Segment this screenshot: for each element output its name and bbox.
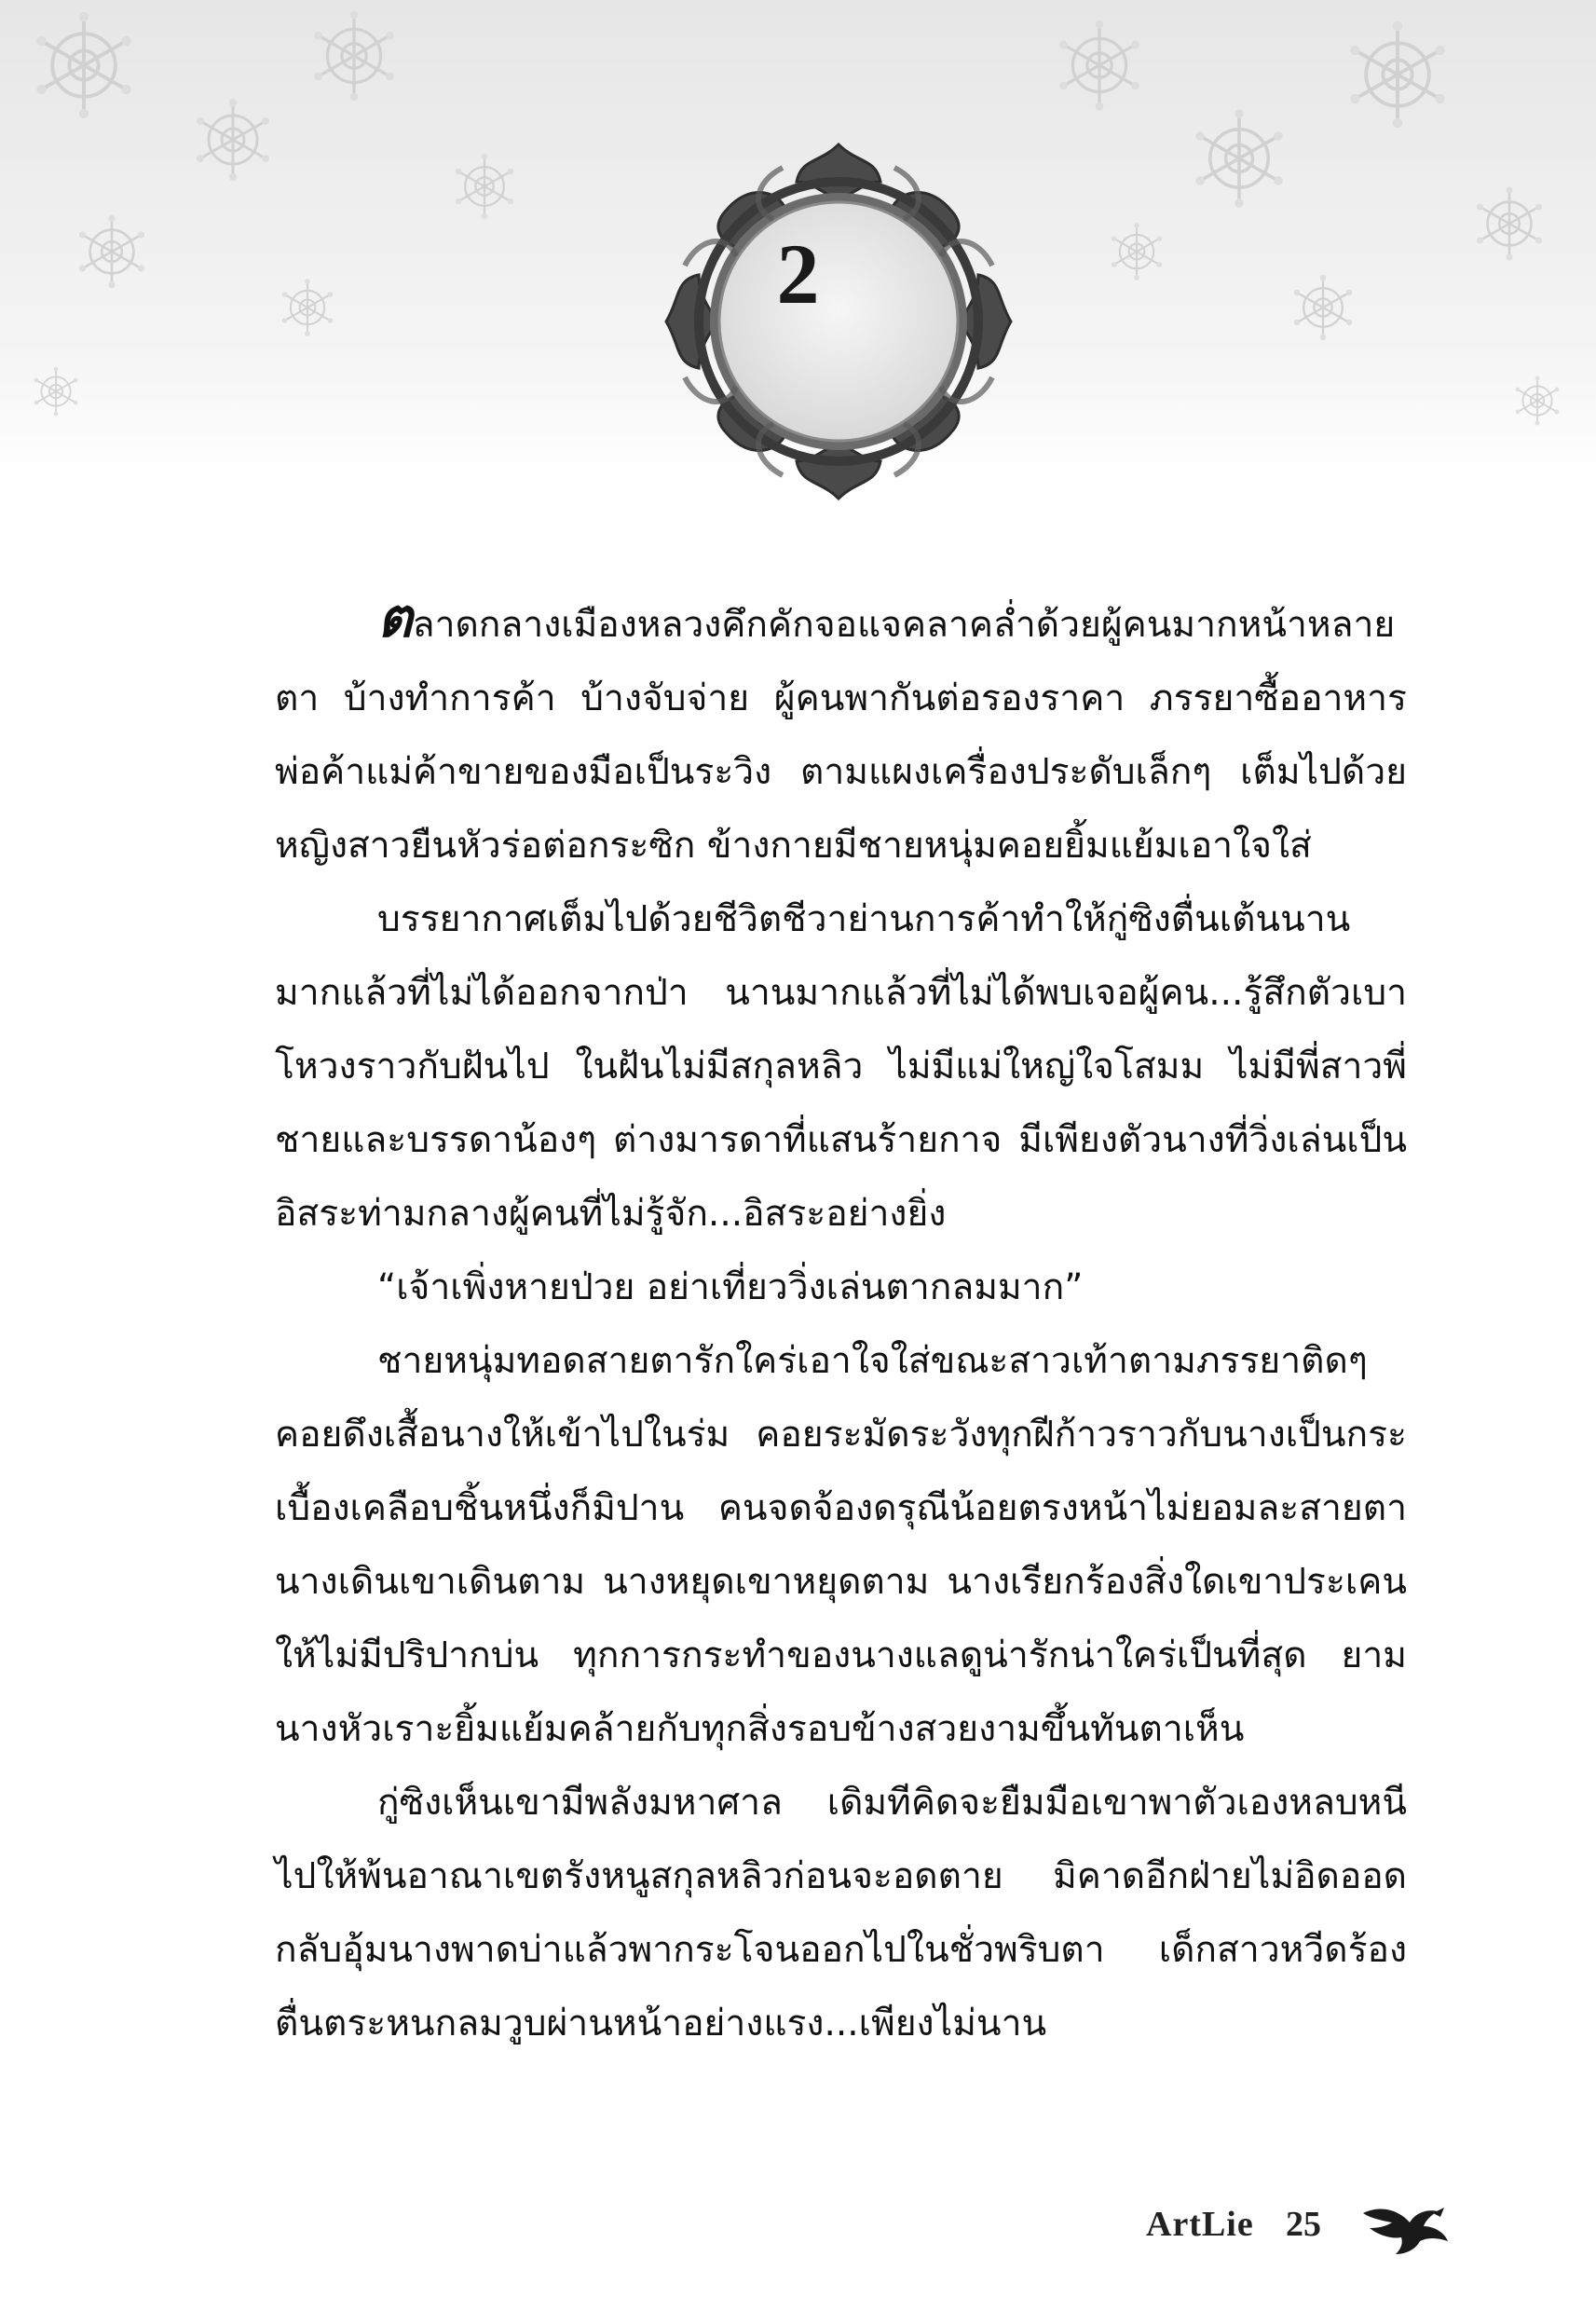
- page-number: 25: [1286, 2205, 1321, 2244]
- footer-brand: ArtLie: [1146, 2205, 1254, 2244]
- drop-cap: ต: [377, 586, 413, 650]
- page-footer: [1118, 2195, 1453, 2260]
- paragraph-1-text: ลาดกลางเมืองหลวงคึกคักจอแจคลาคล่ำด้วยผู้คนมากหน้าหลายตา บ้างทำการค้า บ้างจับจ่าย ผู้คนพากันต่อรองราคา ภรรยาซื้ออาหาร พ่อค้าแม่ค้าขายของมือเป็นระวิง ตามแผงเครื่องประดับเล็กๆ เต็มไปด้วยหญิงสาวยืนหัวร่อต่อกระซิก ข้างกายมีชายหนุ่มคอยยิ้มแย้มเอาใจใส่: [275, 604, 1407, 867]
- paragraph-1: [275, 581, 1407, 882]
- chapter-number: 2: [776, 226, 820, 321]
- paragraph-4: ชายหนุ่มทอดสายตารักใคร่เอาใจใส่ขณะสาวเท้าตามภรรยาติดๆ คอยดึงเสื้อนางให้เข้าไปในร่ม คอยระมัดระวังทุกฝีก้าวราวกับนางเป็นกระเบื้องเคลือบชิ้นหนึ่งก็มิปาน คนจดจ้องดรุณีน้อยตรงหน้าไม่ยอมละสายตา นางเดินเขาเดินตาม นางหยุดเขาหยุดตาม นางเรียกร้องสิ่งใดเขาประเคนให้ไม่มีปริปากบ่น ทุกการกระทำของนางแลดูน่ารักน่าใคร่เป็นที่สุด ยามนางหัวเราะยิ้มแย้มคล้ายกับทุกสิ่งรอบข้างสวยงามขึ้นทันตาเห็น: [275, 1340, 1407, 1750]
- eagle-icon: [1358, 2195, 1452, 2260]
- paragraph-5: กู่ซิงเห็นเขามีพลังมหาศาล เดิมทีคิดจะยืมมือเขาพาตัวเองหลบหนีไปให้พ้นอาณาเขตรังหนูสกุลหลิวก่อนจะอดตาย มิคาดอีกฝ่ายไม่อิดออดกลับอุ้มนางพาดบ่าแล้วพากระโจนออกไปในชั่วพริบตา เด็กสาวหวีดร้องตื่นตระหนกลมวูบผ่านหน้าอย่างแรง...เพียงไม่นาน: [275, 1782, 1407, 2044]
- paragraph-3-dialogue: “เจ้าเพิ่งหายป่วย อย่าเที่ยววิ่งเล่นตากลมมาก”: [377, 1266, 1084, 1308]
- paragraph-2: บรรยากาศเต็มไปด้วยชีวิตชีวาย่านการค้าทำให้กู่ซิงตื่นเต้นนานมากแล้วที่ไม่ได้ออกจากป่า นานมากแล้วที่ไม่ได้พบเจอผู้คน...รู้สึกตัวเบาโหวงราวกับฝันไป ในฝันไม่มีสกุลหลิว ไม่มีแม่ใหญ่ใจโสมม ไม่มีพี่สาวพี่ชายและบรรดาน้องๆ ต่างมารดาที่แสนร้ายกาจ มีเพียงตัวนางที่วิ่งเล่นเป็นอิสระท่ามกลางผู้คนที่ไม่รู้จัก...อิสระอย่างยิ่ง: [275, 898, 1407, 1235]
- chapter-body: [275, 581, 1407, 2060]
